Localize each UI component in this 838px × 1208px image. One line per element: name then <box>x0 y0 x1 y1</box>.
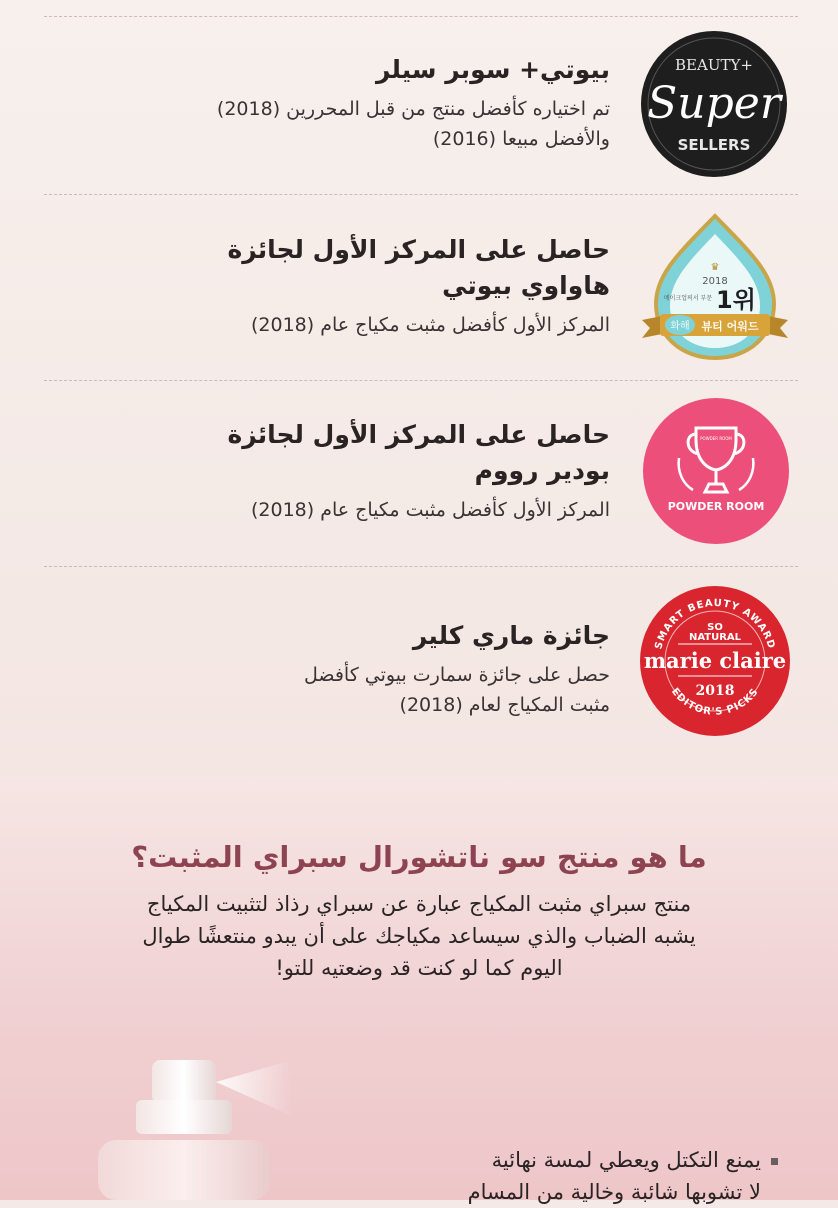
badge-rank: 1위 <box>716 286 756 314</box>
award-desc-line: المركز الأول كأفضل مثبت مكياج عام (2018) <box>250 499 610 521</box>
award-description <box>90 495 610 525</box>
badge-year: 2018 <box>702 276 728 287</box>
about-description <box>60 888 778 984</box>
badge-arc-bottom: EDITOR'S PICKS <box>668 686 762 718</box>
award-title <box>90 417 610 489</box>
award-desc-line: والأفضل مبيعا (2016) <box>432 128 610 150</box>
about-title: ما هو منتج سو ناتشورال سبراي المثبت؟ <box>131 840 707 874</box>
award-desc-line: المركز الأول كأفضل مثبت مكياج عام (2018) <box>250 314 610 336</box>
award-title: بيوتي+ سوبر سيلر <box>375 55 610 84</box>
divider <box>44 566 798 567</box>
badge-text-middle: Super <box>647 78 781 129</box>
badge-year: 2018 <box>695 683 735 699</box>
award-title-line: هاواوي بيوتي <box>442 271 610 300</box>
product-about-section <box>0 776 838 1204</box>
bullet-icon <box>771 1158 778 1165</box>
badge-line1: SO <box>707 622 723 633</box>
about-line: اليوم كما لو كنت قد وضعتيه للتو! <box>275 956 563 980</box>
powder-room-trophy-badge-icon <box>641 396 791 546</box>
award-title-line: حاصل على المركز الأول لجائزة <box>227 420 610 449</box>
award-desc-line: مثبت المكياج لعام (2018) <box>399 694 610 716</box>
hwahae-award-badge-icon <box>640 212 790 362</box>
feature-list <box>370 1144 778 1208</box>
award-beauty-plus <box>90 52 610 154</box>
spray-bottle-image <box>92 1056 292 1200</box>
badge-text-top: BEAUTY+ <box>675 56 753 74</box>
award-powder-room <box>90 417 610 525</box>
marie-claire-award-badge-icon <box>638 584 792 738</box>
badge-logo: 화해 <box>670 321 690 332</box>
award-description <box>90 310 610 340</box>
award-description <box>90 94 610 154</box>
about-line: منتج سبراي مثبت المكياج عبارة عن سبراي رذاذ لتثبيت المكياج <box>146 892 692 916</box>
award-title: جائزة ماري كلير <box>412 621 610 650</box>
badge-line2: NATURAL <box>688 632 742 643</box>
divider <box>44 380 798 381</box>
badge-text-bottom: SELLERS <box>677 136 751 154</box>
divider <box>44 194 798 195</box>
feature-item-continuation <box>370 1176 778 1208</box>
award-hwahae <box>90 232 610 340</box>
badge-label: POWDER ROOM <box>667 500 765 513</box>
award-desc-line: حصل على جائزة سمارت بيوتي كأفضل <box>303 664 610 686</box>
badge-arc-top: SMART BEAUTY AWARD <box>653 597 777 651</box>
feature-text: يمنع التكتل ويعطي لمسة نهائية <box>491 1148 761 1172</box>
badge-cup-text: POWDER ROOM <box>700 436 732 441</box>
divider <box>44 16 798 17</box>
badge-brand: marie claire <box>643 648 787 673</box>
award-marie-claire <box>90 618 610 720</box>
award-title-line: حاصل على المركز الأول لجائزة <box>227 235 610 264</box>
badge-category: 메이크업픽서 부문 <box>663 295 713 302</box>
about-line: يشبه الضباب والذي سيساعد مكياجك على أن يبدو منتعشًا طوال <box>142 924 696 948</box>
beauty-super-sellers-badge-icon <box>638 28 790 180</box>
award-desc-line: تم اختياره كأفضل منتج من قبل المحررين (2018) <box>216 98 610 120</box>
svg-text:♛: ♛ <box>710 262 720 273</box>
award-description <box>90 660 610 720</box>
badge-ribbon: 뷰티 어워드 <box>701 320 759 333</box>
feature-text: لا تشوبها شائبة وخالية من المسام <box>467 1180 761 1204</box>
award-title <box>90 232 610 304</box>
feature-item <box>370 1144 778 1176</box>
award-title-line: بودير رووم <box>474 456 610 485</box>
